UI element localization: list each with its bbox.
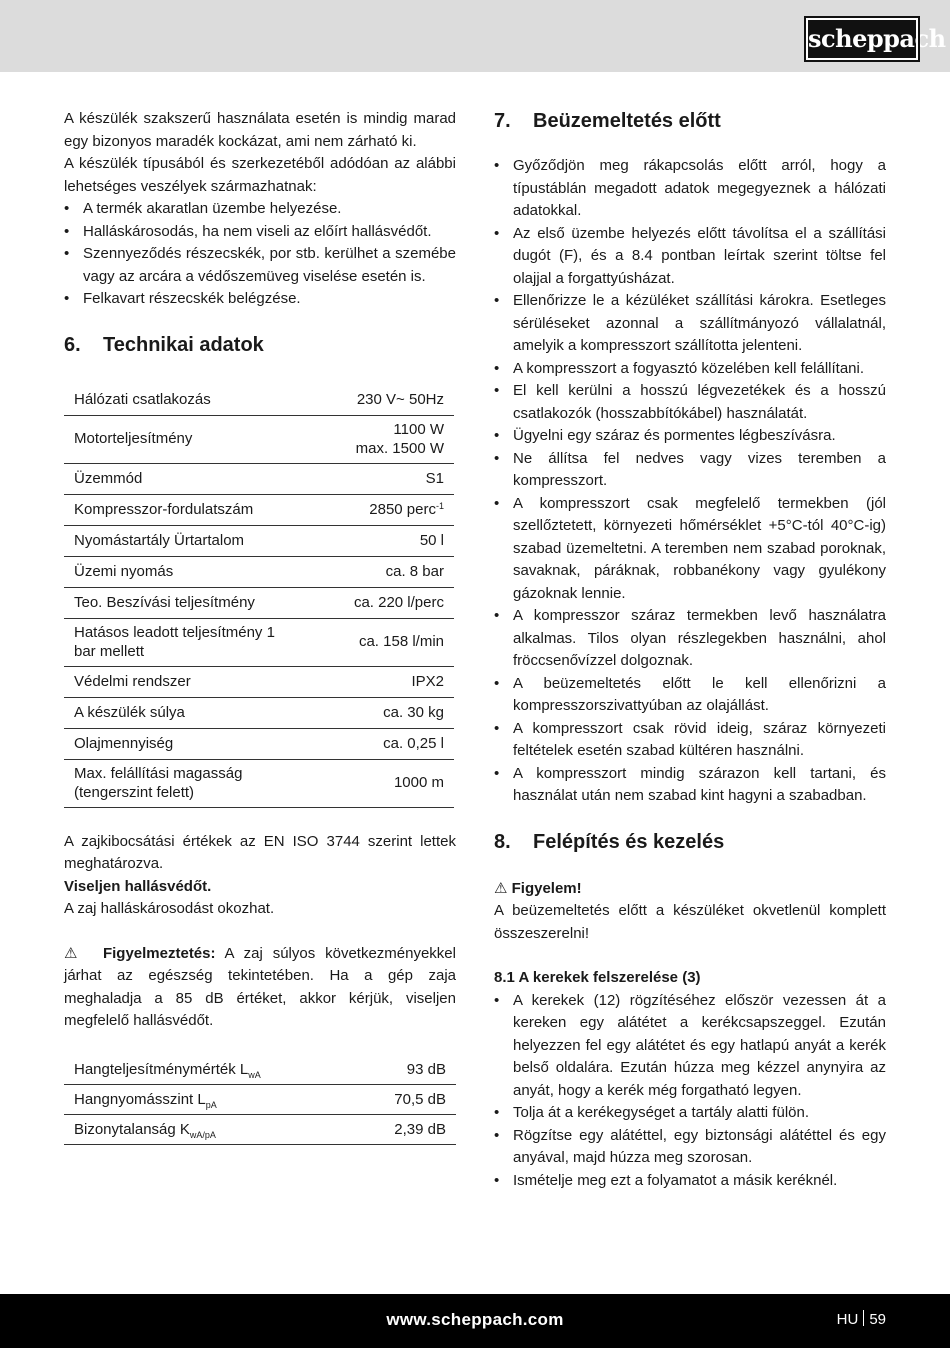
spec-value: ca. 158 l/min — [304, 618, 454, 666]
noise-warning — [64, 943, 456, 1033]
list-item: • Tolja át a kerékegységet a tartály alatti fülön. — [494, 1102, 886, 1125]
table-row — [64, 1055, 456, 1085]
spec-label: Üzemi nyomás — [64, 556, 304, 587]
page-number: 59 — [869, 1311, 886, 1328]
left-column — [64, 108, 456, 1145]
list-item: • A kerekek (12) rögzítéséhez először vezessen át a kereken egy alátétet a kerékcsapszeggel. Ezután helyezzen fel egy alátétet és egy hatlapú anyát a kerék belső oldalára. Ezután húzza meg kézzel anynyira az anyát, hogy a kerék még forgatható legyen. — [494, 990, 886, 1103]
hazards-intro: A készülék típusából és szerkezetéből adódóan az alábbi lehetséges veszélyek származhatnak: — [64, 155, 456, 195]
list-item: • Ismételje meg ezt a folyamatot a másik keréknél. — [494, 1170, 886, 1193]
list-item: • A beüzemeltetés előtt le kell ellenőrizni a kompresszorszivattyúban az olajállást. — [494, 673, 886, 718]
spec-value: 1000 m — [304, 759, 454, 807]
spec-value-line: 1100 W — [393, 420, 444, 438]
section-title: Felépítés és kezelés — [533, 830, 725, 853]
list-item: • A kompresszor száraz termekben levő használatra alkalmas. Tilos olyan részlegekben használni, ahol fröccsenővízzel dolgoznak. — [494, 605, 886, 673]
spec-label: Motorteljesítmény — [64, 415, 304, 463]
spec-label: Nyomástartály Ürtartalom — [64, 525, 304, 556]
list-item: • Halláskárosodás, ha nem viseli az előírt hallásvédőt. — [64, 221, 456, 244]
wheel-mounting-list — [494, 990, 886, 1193]
table-row — [64, 385, 454, 416]
table-row — [64, 1114, 456, 1144]
warning-triangle-icon: ⚠ — [494, 879, 508, 897]
spec-value: 50 l — [304, 525, 454, 556]
spec-value — [304, 415, 454, 463]
warning-label: Figyelmeztetés: — [102, 944, 216, 962]
spec-label: Hálózati csatlakozás — [64, 385, 304, 416]
spec-label: Kompresszor-fordulatszám — [64, 494, 304, 525]
table-row — [64, 494, 454, 525]
table-row — [64, 415, 454, 463]
noise-label-text: Bizonytalanság K — [74, 1120, 190, 1138]
technical-data-table — [64, 385, 454, 808]
section-title: Technikai adatok — [103, 333, 264, 356]
header-bar — [0, 0, 950, 72]
list-item: • A kompresszort csak megfelelő termekben (jól szellőztetett, környezeti hőmérséklet +5°C-tól 40°C-ig) szabad üzemeltetni. A teremben nem szabad poroknak, savaknak, páráknak, robbanékony vagy gyulékony gázoknak lennie. — [494, 493, 886, 606]
subscript: pA — [205, 1099, 217, 1110]
list-item: • A kompresszort csak rövid ideig, száraz környezeti feltételek esetén szabad kültéren használni. — [494, 718, 886, 763]
list-item: • Az első üzembe helyezés előtt távolítsa el a szállítási dugót (F), és a 8.4 pontban leírtak szerint töltse fel olajjal a forgattyúsházat. — [494, 223, 886, 291]
divider — [863, 1310, 864, 1326]
list-item: • Győződjön meg rákapcsolás előtt arról, hogy a típustáblán megadott adatok megegyeznek a hálózati adatokkal. — [494, 155, 886, 223]
noise-measurement-note: A zajkibocsátási értékek az EN ISO 3744 szerint lettek meghatározva. — [64, 832, 456, 872]
attention-text: A beüzemeltetés előtt a készüléket okvetlenül komplett összeszerelni! — [494, 902, 886, 942]
residual-risk-list — [64, 198, 456, 311]
table-row — [64, 1084, 456, 1114]
noise-value: 70,5 dB — [355, 1084, 456, 1114]
spec-label: Max. felállítási magasság (tengerszint felett) — [64, 759, 304, 807]
spec-value-line: max. 1500 W — [355, 440, 444, 457]
spec-label: Teo. Beszívási teljesítmény — [64, 587, 304, 618]
spec-value: ca. 30 kg — [304, 697, 454, 728]
footer-bar — [0, 1294, 950, 1348]
spec-label: Védelmi rendszer — [64, 666, 304, 697]
spec-value: ca. 0,25 l — [304, 728, 454, 759]
list-item: • A kompresszort mindig szárazon kell tartani, és használat után nem szabad kint hagyni a szabadban. — [494, 763, 886, 808]
spec-value: 230 V~ 50Hz — [304, 385, 454, 416]
spec-label: Hatásos leadott teljesítmény 1 bar mellett — [64, 618, 304, 666]
superscript: -1 — [435, 500, 444, 511]
table-row — [64, 666, 454, 697]
table-row — [64, 759, 454, 807]
section-number: 8. — [494, 830, 511, 853]
section-7-heading — [494, 108, 886, 134]
noise-label-text: Hangteljesítménymérték L — [74, 1060, 249, 1078]
spec-label: A készülék súlya — [64, 697, 304, 728]
spec-label: Üzemmód — [64, 463, 304, 494]
noise-label — [64, 1114, 355, 1144]
spec-value: ca. 220 l/perc — [304, 587, 454, 618]
right-column — [494, 108, 886, 1192]
table-row — [64, 697, 454, 728]
section-8-heading — [494, 829, 886, 855]
scheppach-logo: scheppach — [806, 18, 918, 60]
noise-value: 93 dB — [355, 1055, 456, 1085]
section-number: 6. — [64, 333, 81, 356]
list-item: • A kompresszort a fogyasztó közelében kell felállítani. — [494, 358, 886, 381]
spec-value: ca. 8 bar — [304, 556, 454, 587]
table-row — [64, 587, 454, 618]
noise-damage-note: A zaj halláskárosodást okozhat. — [64, 900, 275, 917]
attention-label: Figyelem! — [511, 879, 582, 897]
language-code: HU — [836, 1311, 859, 1328]
subscript: wA — [248, 1069, 261, 1080]
section-6-heading — [64, 332, 456, 358]
subsection-8-1-heading: 8.1 A kerekek felszerelése (3) — [494, 969, 701, 986]
noise-label — [64, 1055, 355, 1085]
list-item: • Felkavart részecskék belégzése. — [64, 288, 456, 311]
table-row — [64, 728, 454, 759]
list-item: • Rögzítse egy alátéttel, egy biztonsági alátéttel és egy anyával, majd húzza meg szorosan. — [494, 1125, 886, 1170]
table-row — [64, 556, 454, 587]
list-item: • Ellenőrizze le a kézüléket szállítási károkra. Esetleges sérüléseket azonnal a szállítmányozó vállalatnál, amelyik a kompresszort szállította jelenteni. — [494, 290, 886, 358]
list-item: • Szennyeződés részecskék, por stb. kerülhet a szemébe vagy az arcára a védőszemüveg viselése esetén is. — [64, 243, 456, 288]
intro-paragraph: A készülék szakszerű használata esetén is mindig marad egy bizonyos maradék kockázat, ami nem zárható ki. — [64, 110, 456, 150]
table-row — [64, 463, 454, 494]
noise-value: 2,39 dB — [355, 1114, 456, 1144]
noise-label — [64, 1084, 355, 1114]
hearing-protection-note: Viseljen hallásvédőt. — [64, 877, 212, 895]
page-indicator — [837, 1308, 886, 1332]
spec-label: Olajmennyiség — [64, 728, 304, 759]
noise-label-text: Hangnyomásszint L — [74, 1090, 206, 1108]
spec-value: S1 — [304, 463, 454, 494]
list-item: • Ne állítsa fel nedves vagy vizes teremben a kompresszort. — [494, 448, 886, 493]
section-title: Beüzemeltetés előtt — [533, 110, 721, 132]
spec-value — [304, 494, 454, 525]
section-number: 7. — [494, 110, 511, 132]
spec-value: IPX2 — [304, 666, 454, 697]
list-item: • Ügyelni egy száraz és pormentes légbeszívásra. — [494, 425, 886, 448]
website-link[interactable]: www.scheppach.com — [386, 1310, 564, 1329]
subscript: wA/pA — [189, 1129, 216, 1140]
spec-value-text: 2850 perc — [369, 500, 436, 518]
table-row — [64, 618, 454, 666]
list-item: • El kell kerülni a hosszú légvezetékek és a hosszú csatlakozók (hosszabbítókábel) használatát. — [494, 380, 886, 425]
pre-operation-list — [494, 155, 886, 808]
table-row — [64, 525, 454, 556]
noise-values-table — [64, 1055, 456, 1145]
attention-heading — [494, 878, 886, 901]
warning-text: A zaj súlyos következményekkel járhat az egészség tekintetében. Ha a gép zaja meghaladja a 85 dB értéket, akkor kérjük, viseljen megfelelő hallásvédőt. — [64, 944, 456, 1029]
list-item: • A termék akaratlan üzembe helyezése. — [64, 198, 456, 221]
warning-triangle-icon: ⚠ — [64, 944, 84, 962]
